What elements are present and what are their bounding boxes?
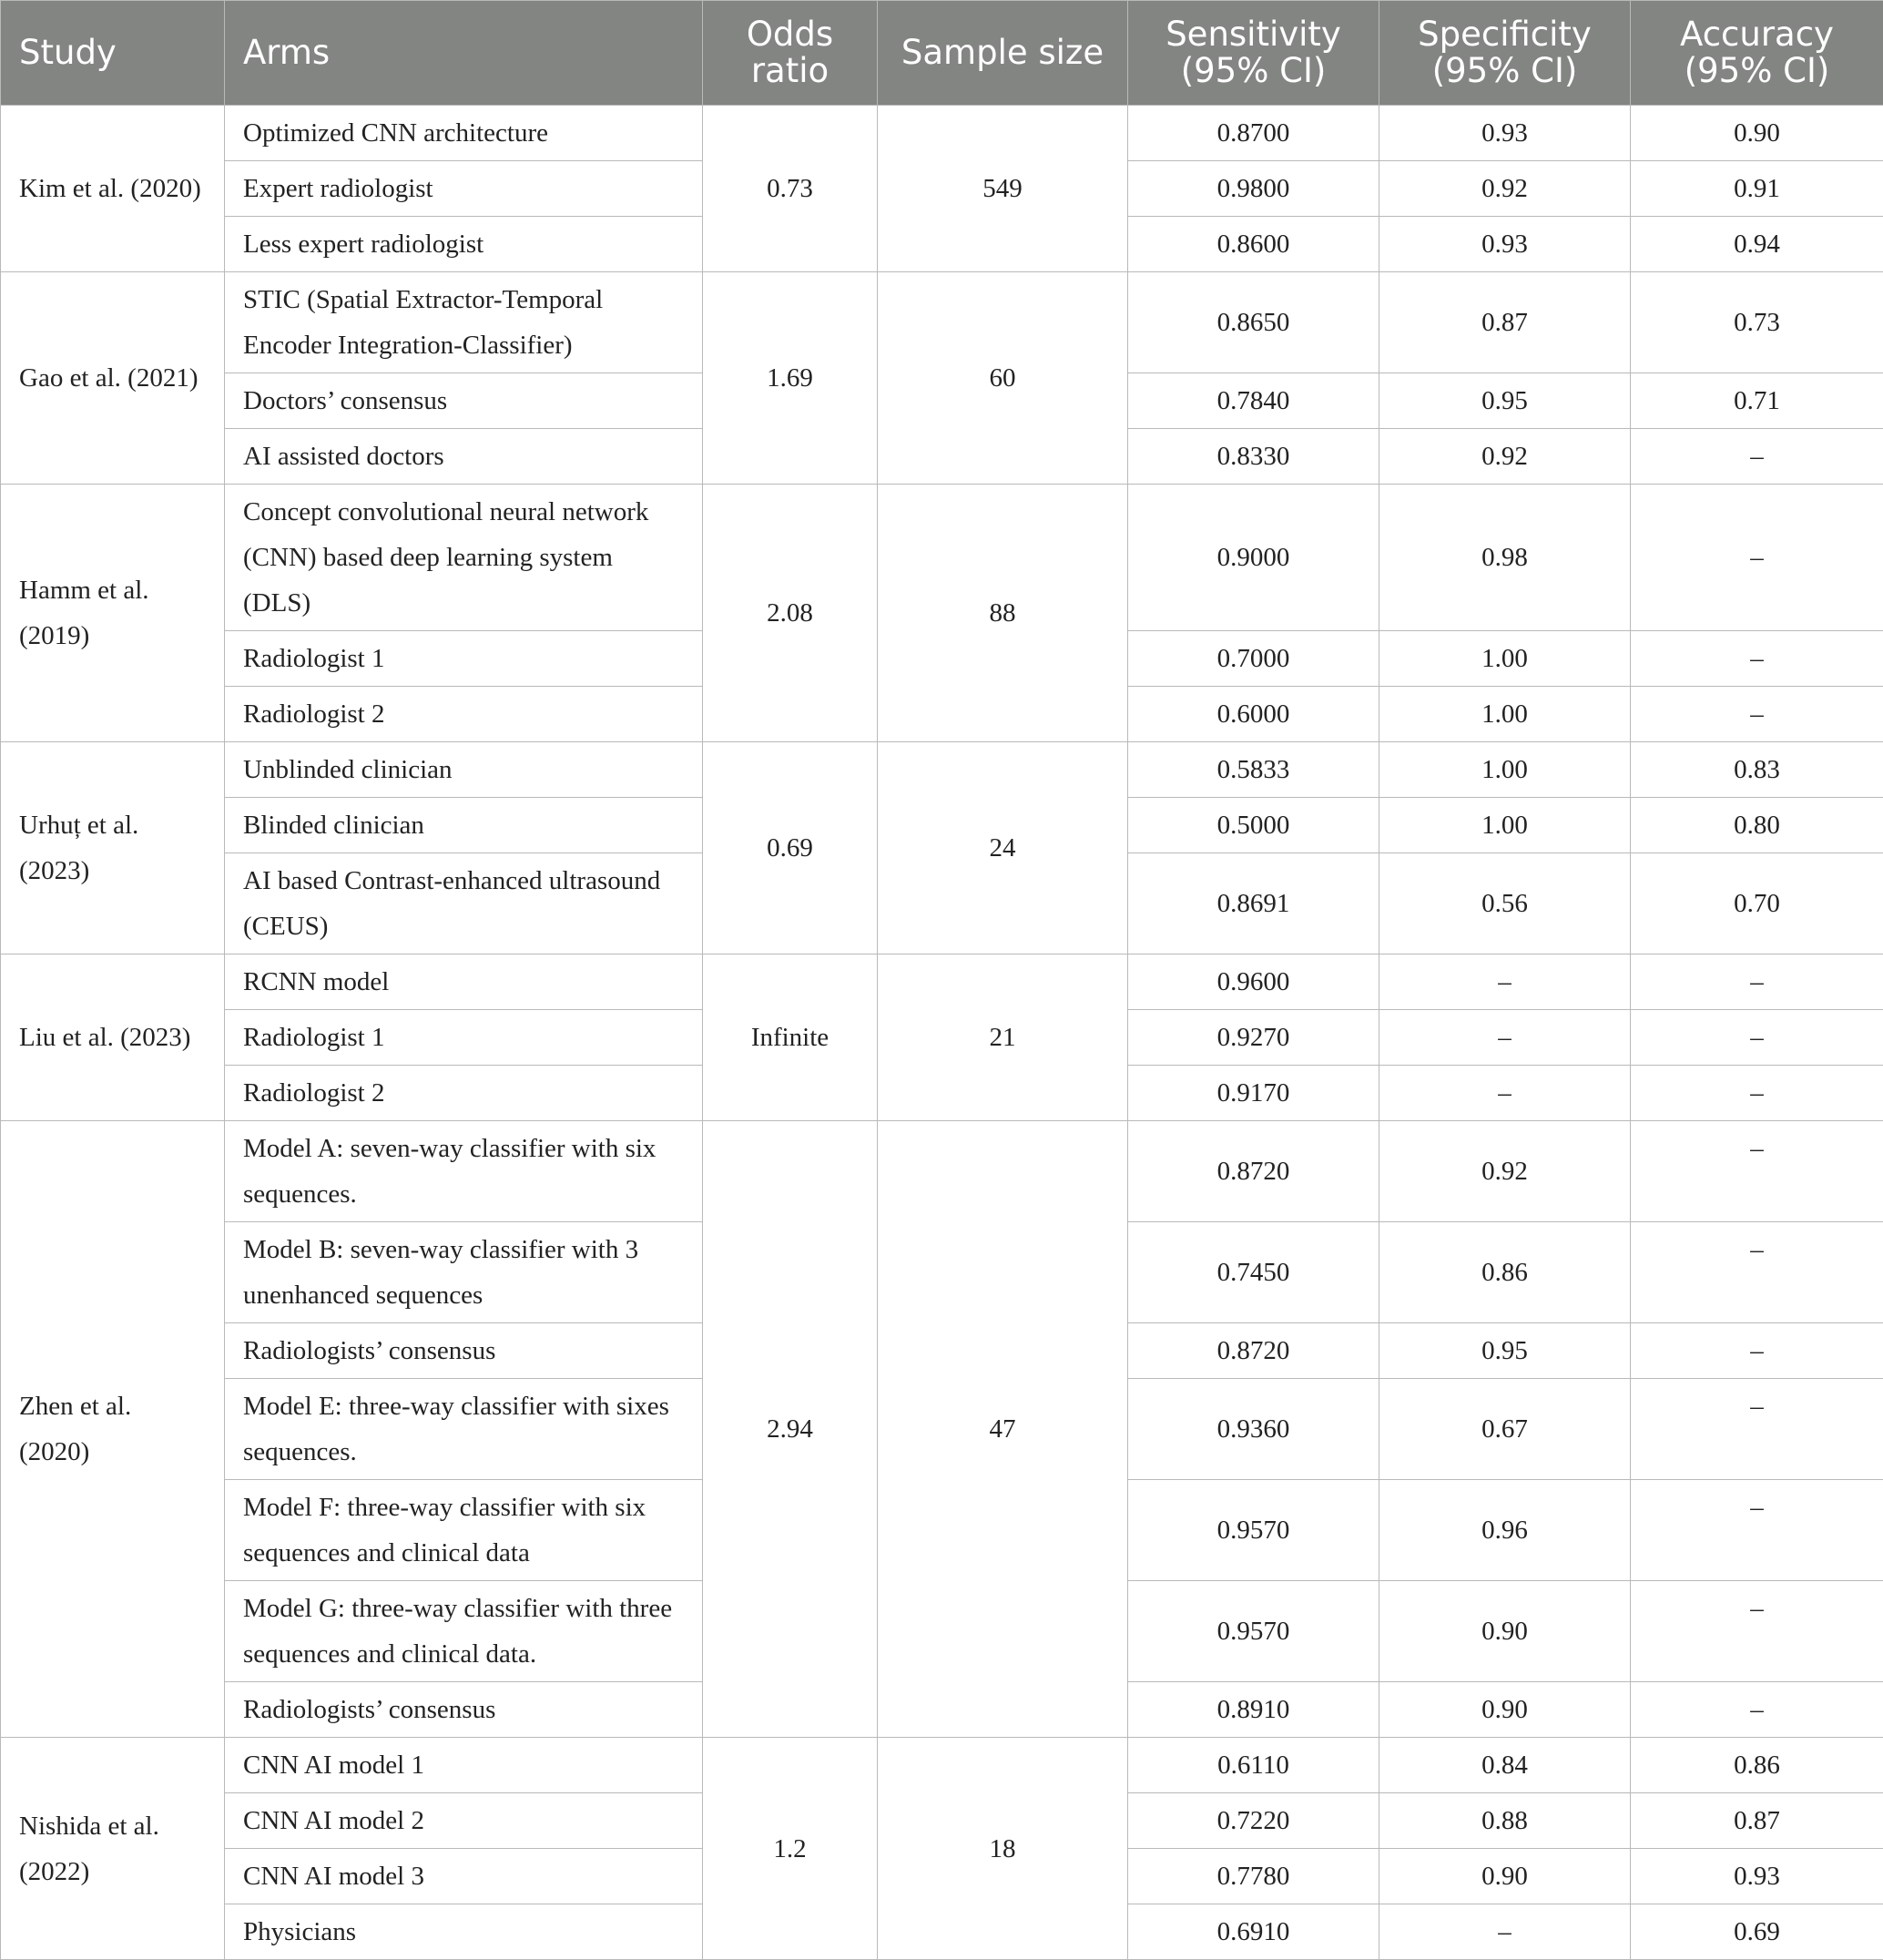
specificity-cell: 1.00: [1379, 687, 1631, 742]
sensitivity-cell: 0.9570: [1128, 1480, 1379, 1581]
header-sensitivity: Sensitivity (95% CI): [1128, 1, 1379, 106]
odds-ratio-cell: Infinite: [703, 954, 878, 1121]
sensitivity-cell: 0.8720: [1128, 1121, 1379, 1222]
specificity-cell: 0.67: [1379, 1379, 1631, 1480]
specificity-cell: 0.88: [1379, 1793, 1631, 1849]
sensitivity-cell: 0.7450: [1128, 1222, 1379, 1323]
sample-size-cell: 21: [878, 954, 1128, 1121]
arm-cell: Optimized CNN architecture: [225, 106, 703, 161]
study-cell: Urhuț et al. (2023): [1, 742, 225, 954]
sensitivity-cell: 0.7000: [1128, 631, 1379, 687]
specificity-cell: 0.87: [1379, 272, 1631, 373]
accuracy-cell: –: [1631, 1480, 1883, 1581]
accuracy-cell: –: [1631, 429, 1883, 485]
arm-cell: Model E: three-way classifier with sixes sequences.: [225, 1379, 703, 1480]
arm-cell: CNN AI model 1: [225, 1738, 703, 1793]
specificity-cell: 1.00: [1379, 798, 1631, 853]
study-cell: Zhen et al. (2020): [1, 1121, 225, 1738]
accuracy-cell: –: [1631, 1379, 1883, 1480]
sensitivity-cell: 0.8330: [1128, 429, 1379, 485]
specificity-cell: 0.56: [1379, 853, 1631, 954]
accuracy-cell: –: [1631, 1010, 1883, 1066]
sensitivity-cell: 0.8600: [1128, 217, 1379, 272]
sensitivity-cell: 0.8650: [1128, 272, 1379, 373]
table-row: [1, 272, 1883, 373]
odds-ratio-cell: 0.73: [703, 106, 878, 272]
sample-size-cell: 18: [878, 1738, 1128, 1960]
header-sample-size: Sample size: [878, 1, 1128, 106]
arm-cell: Expert radiologist: [225, 161, 703, 217]
odds-ratio-cell: 2.94: [703, 1121, 878, 1738]
odds-ratio-cell: 1.69: [703, 272, 878, 485]
table-header: [1, 1, 1883, 106]
sensitivity-cell: 0.8700: [1128, 106, 1379, 161]
sample-size-cell: 24: [878, 742, 1128, 954]
specificity-cell: 0.90: [1379, 1581, 1631, 1682]
accuracy-cell: –: [1631, 631, 1883, 687]
sensitivity-cell: 0.7220: [1128, 1793, 1379, 1849]
arm-cell: AI based Contrast-enhanced ultrasound (CEUS): [225, 853, 703, 954]
study-cell: Gao et al. (2021): [1, 272, 225, 485]
table-row: [1, 106, 1883, 161]
specificity-cell: 0.95: [1379, 1323, 1631, 1379]
table-row: [1, 1121, 1883, 1222]
table-row: [1, 1738, 1883, 1793]
accuracy-cell: –: [1631, 1066, 1883, 1121]
arm-cell: Physicians: [225, 1904, 703, 1960]
accuracy-cell: 0.87: [1631, 1793, 1883, 1849]
specificity-cell: –: [1379, 954, 1631, 1010]
arm-cell: Unblinded clinician: [225, 742, 703, 798]
sensitivity-cell: 0.5833: [1128, 742, 1379, 798]
table-body: [1, 106, 1883, 1960]
specificity-cell: 0.90: [1379, 1682, 1631, 1738]
specificity-cell: –: [1379, 1904, 1631, 1960]
sample-size-cell: 88: [878, 485, 1128, 742]
accuracy-cell: 0.71: [1631, 373, 1883, 429]
specificity-cell: –: [1379, 1066, 1631, 1121]
odds-ratio-cell: 1.2: [703, 1738, 878, 1960]
sensitivity-cell: 0.9360: [1128, 1379, 1379, 1480]
specificity-cell: –: [1379, 1010, 1631, 1066]
study-cell: Kim et al. (2020): [1, 106, 225, 272]
accuracy-cell: 0.69: [1631, 1904, 1883, 1960]
specificity-cell: 0.95: [1379, 373, 1631, 429]
accuracy-cell: 0.91: [1631, 161, 1883, 217]
sensitivity-cell: 0.7780: [1128, 1849, 1379, 1904]
accuracy-cell: –: [1631, 1222, 1883, 1323]
accuracy-cell: 0.73: [1631, 272, 1883, 373]
sensitivity-cell: 0.6110: [1128, 1738, 1379, 1793]
arm-cell: AI assisted doctors: [225, 429, 703, 485]
specificity-cell: 0.90: [1379, 1849, 1631, 1904]
arm-cell: Model G: three-way classifier with three sequences and clinical data.: [225, 1581, 703, 1682]
arm-cell: Model B: seven-way classifier with 3 unenhanced sequences: [225, 1222, 703, 1323]
header-odds-ratio: Odds ratio: [703, 1, 878, 106]
arm-cell: Radiologists’ consensus: [225, 1323, 703, 1379]
accuracy-cell: 0.93: [1631, 1849, 1883, 1904]
sensitivity-cell: 0.9170: [1128, 1066, 1379, 1121]
sensitivity-cell: 0.8910: [1128, 1682, 1379, 1738]
odds-ratio-cell: 0.69: [703, 742, 878, 954]
arm-cell: Concept convolutional neural network (CNN) based deep learning system (DLS): [225, 485, 703, 631]
sensitivity-cell: 0.7840: [1128, 373, 1379, 429]
accuracy-cell: –: [1631, 1121, 1883, 1222]
arm-cell: CNN AI model 2: [225, 1793, 703, 1849]
header-arms: Arms: [225, 1, 703, 106]
accuracy-cell: –: [1631, 485, 1883, 631]
accuracy-cell: –: [1631, 954, 1883, 1010]
arm-cell: Radiologist 2: [225, 687, 703, 742]
sensitivity-cell: 0.9600: [1128, 954, 1379, 1010]
accuracy-cell: 0.90: [1631, 106, 1883, 161]
accuracy-cell: –: [1631, 1323, 1883, 1379]
sensitivity-cell: 0.6910: [1128, 1904, 1379, 1960]
table-row: [1, 742, 1883, 798]
accuracy-cell: –: [1631, 1682, 1883, 1738]
specificity-cell: 0.92: [1379, 429, 1631, 485]
arm-cell: Less expert radiologist: [225, 217, 703, 272]
header-specificity: Specificity (95% CI): [1379, 1, 1631, 106]
odds-ratio-cell: 2.08: [703, 485, 878, 742]
specificity-cell: 0.92: [1379, 1121, 1631, 1222]
specificity-cell: 1.00: [1379, 742, 1631, 798]
header-accuracy: Accuracy (95% CI): [1631, 1, 1883, 106]
sensitivity-cell: 0.9800: [1128, 161, 1379, 217]
sensitivity-cell: 0.8720: [1128, 1323, 1379, 1379]
study-cell: Hamm et al. (2019): [1, 485, 225, 742]
arm-cell: Model F: three-way classifier with six sequences and clinical data: [225, 1480, 703, 1581]
table-row: [1, 485, 1883, 631]
specificity-cell: 1.00: [1379, 631, 1631, 687]
study-cell: Nishida et al. (2022): [1, 1738, 225, 1960]
accuracy-cell: –: [1631, 687, 1883, 742]
specificity-cell: 0.93: [1379, 106, 1631, 161]
sample-size-cell: 47: [878, 1121, 1128, 1738]
accuracy-cell: 0.94: [1631, 217, 1883, 272]
accuracy-cell: 0.83: [1631, 742, 1883, 798]
specificity-cell: 0.96: [1379, 1480, 1631, 1581]
specificity-cell: 0.93: [1379, 217, 1631, 272]
sample-size-cell: 60: [878, 272, 1128, 485]
arm-cell: Blinded clinician: [225, 798, 703, 853]
arm-cell: Radiologists’ consensus: [225, 1682, 703, 1738]
accuracy-cell: –: [1631, 1581, 1883, 1682]
arm-cell: RCNN model: [225, 954, 703, 1010]
sensitivity-cell: 0.8691: [1128, 853, 1379, 954]
header-study: Study: [1, 1, 225, 106]
arm-cell: Radiologist 2: [225, 1066, 703, 1121]
accuracy-cell: 0.80: [1631, 798, 1883, 853]
accuracy-cell: 0.86: [1631, 1738, 1883, 1793]
sensitivity-cell: 0.9270: [1128, 1010, 1379, 1066]
arm-cell: CNN AI model 3: [225, 1849, 703, 1904]
sample-size-cell: 549: [878, 106, 1128, 272]
arm-cell: Radiologist 1: [225, 631, 703, 687]
header-row: [1, 1, 1883, 106]
specificity-cell: 0.98: [1379, 485, 1631, 631]
specificity-cell: 0.86: [1379, 1222, 1631, 1323]
sensitivity-cell: 0.5000: [1128, 798, 1379, 853]
arm-cell: Doctors’ consensus: [225, 373, 703, 429]
accuracy-cell: 0.70: [1631, 853, 1883, 954]
arm-cell: Radiologist 1: [225, 1010, 703, 1066]
arm-cell: STIC (Spatial Extractor-Temporal Encoder Integration-Classifier): [225, 272, 703, 373]
table-row: [1, 954, 1883, 1010]
specificity-cell: 0.84: [1379, 1738, 1631, 1793]
sensitivity-cell: 0.9000: [1128, 485, 1379, 631]
sensitivity-cell: 0.9570: [1128, 1581, 1379, 1682]
arm-cell: Model A: seven-way classifier with six sequences.: [225, 1121, 703, 1222]
sensitivity-cell: 0.6000: [1128, 687, 1379, 742]
study-cell: Liu et al. (2023): [1, 954, 225, 1121]
specificity-cell: 0.92: [1379, 161, 1631, 217]
